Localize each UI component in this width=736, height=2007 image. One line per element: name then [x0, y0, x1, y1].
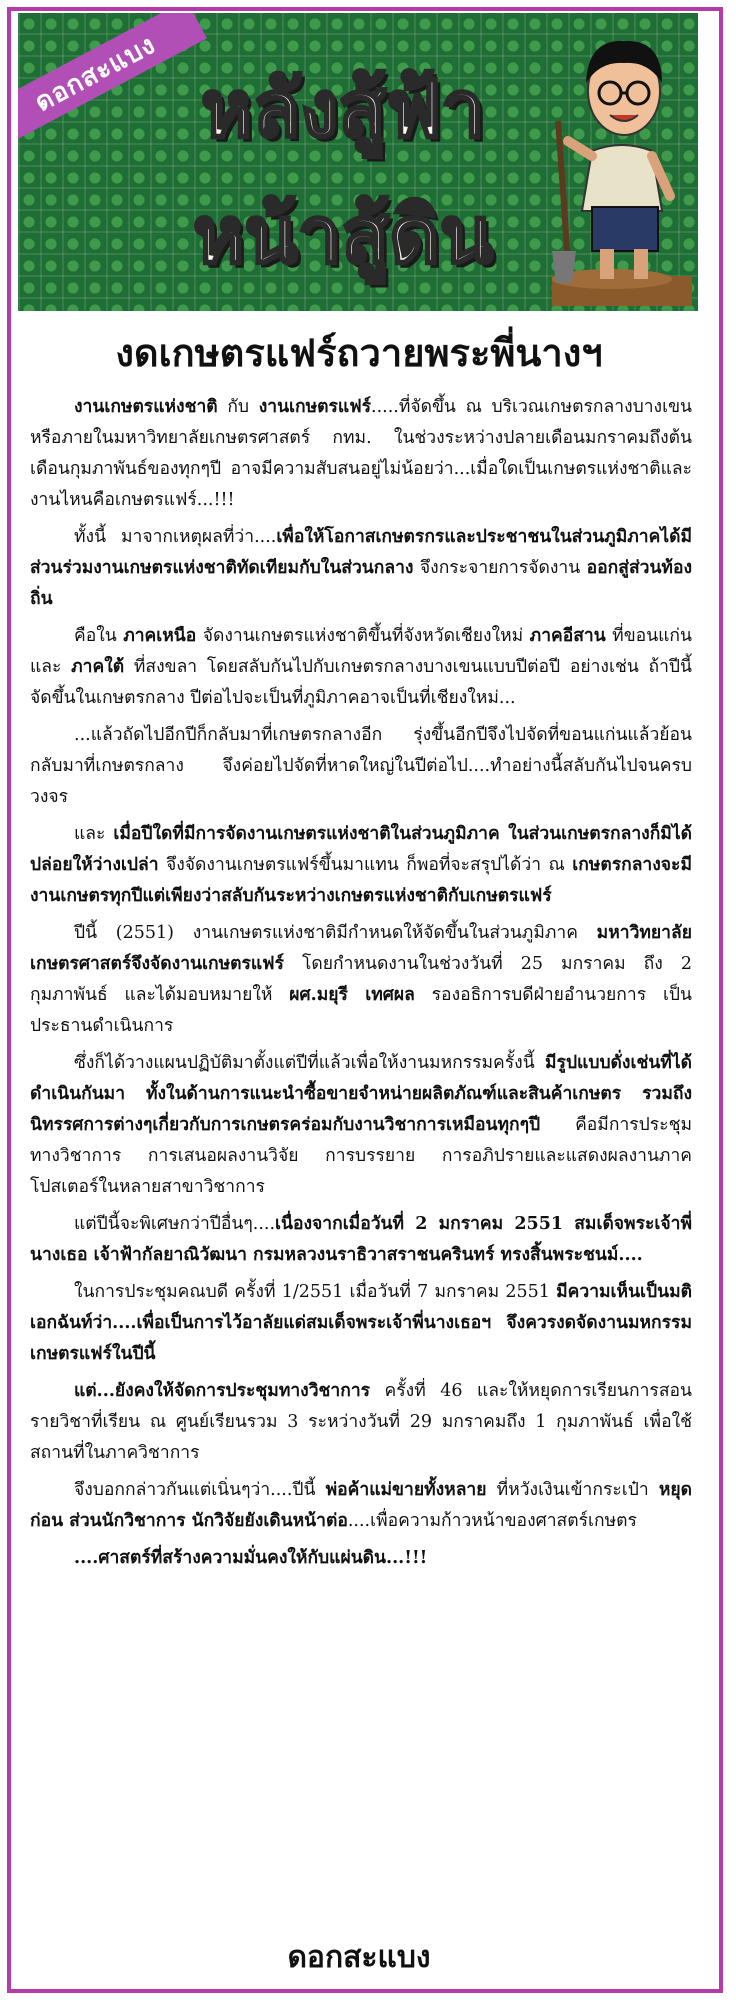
- p11-text-2: ที่หวังเงินเข้ากระเป๋า: [486, 1480, 659, 1500]
- p3-bold-2: ภาคอีสาน: [529, 626, 606, 646]
- p5-bold-2: เกษตรกลางจะมีงานเกษตรทุกปีแต่เพียงว่าสลับกันระหว่างเกษตรแห่งชาติกับเกษตรแฟร์: [30, 855, 692, 906]
- paragraph-10: [30, 1376, 692, 1469]
- p6-bold-2: ผศ.มยุรี เทศผล: [289, 985, 415, 1005]
- column-tag: ดอกสะแบง: [18, 13, 207, 146]
- p3-bold-3: ภาคใต้: [71, 657, 125, 677]
- p11-text-1: จึงบอกกล่าวกันแต่เนิ่นๆว่า....ปีนี้: [74, 1480, 326, 1500]
- column-banner: [18, 13, 698, 311]
- paragraph-7: [30, 1048, 692, 1203]
- p7-text-1: ซึ่งก็ได้วางแผนปฏิบัติมาตั้งแต่ปีที่แล้วเพื่อให้งานมหกรรมครั้งนี้: [74, 1053, 546, 1073]
- paragraph-4: [30, 720, 692, 813]
- p8-text-1: แต่ปีนี้จะพิเศษกว่าปีอื่นๆ....: [74, 1214, 276, 1234]
- author-signature: ดอกสะแบง: [287, 1940, 431, 1975]
- p4-text-1: ...แล้วถัดไปอีกปีก็กลับมาที่เกษตรกลางอีก รุ่งขึ้นอีกปีจึงไปจัดที่ขอนแก่นแล้วย้อนกลับมาที่เกษตรกลาง จึงค่อยไปจัดที่หาดใหญ่ในปีต่อไป....ทำอย่างนี้สลับกันไปจนครบวงจร: [30, 725, 692, 807]
- banner-title-line2: หน้าสู้ดิน: [192, 191, 494, 281]
- p9-bold-1: มีความเห็นเป็นมติเอกฉันท์ว่า....เพื่อเป็นการไว้อาลัยแด่สมเด็จพระเจ้าพี่นางเธอฯ จึงควรงดจัดงานมหกรรมเกษตรแฟร์ในปีนี้: [30, 1282, 692, 1364]
- p2-bold-1: เพื่อให้โอกาสเกษตรกรและประชาชนในส่วนภูมิภาคได้มีส่วนร่วมงานเกษตรแห่งชาติทัดเทียมกับในส่วนกลาง: [30, 527, 692, 578]
- p11-text-3: ....เพื่อความก้าวหน้าของศาสตร์เกษตร: [347, 1511, 637, 1531]
- p3-text-3: ที่ขอนแก่นและ: [30, 626, 692, 677]
- p1-bold-1: งานเกษตรแห่งชาติ: [74, 397, 218, 417]
- paragraph-6: [30, 918, 692, 1042]
- cartoon-farmer-illustration: [552, 21, 692, 306]
- paragraph-12: [30, 1543, 692, 1574]
- p12-bold-1: ....ศาสตร์ที่สร้างความมั่นคงให้กับแผ่นดิน...!!!: [74, 1548, 428, 1568]
- paragraph-2: [30, 522, 692, 615]
- paragraph-11: [30, 1475, 692, 1537]
- p6-text-3: รองอธิการบดีฝ่ายอำนวยการ เป็นประธานดำเนินการ: [30, 985, 692, 1036]
- p2-text-1: ทั้งนี้ มาจากเหตุผลที่ว่า....: [74, 527, 277, 547]
- banner-title-line1: หลังสู้ฟ้า: [201, 65, 485, 155]
- p8-bold-1: เนื่องจากเมื่อวันที่ 2 มกราคม 2551 สมเด็จพระเจ้าพี่นางเธอ เจ้าฟ้ากัลยาณิวัฒนา กรมหลวงนราธิวาสราชนครินทร์ ทรงสิ้นพระชนม์....: [30, 1214, 692, 1265]
- paragraph-3: [30, 621, 692, 714]
- p10-bold-1: แต่...ยังคงให้จัดการประชุมทางวิชาการ: [74, 1381, 371, 1401]
- p2-text-2: จึงกระจายการจัดงาน: [413, 558, 587, 578]
- p3-text-2: จัดงานเกษตรแห่งชาติขึ้นที่จังหวัดเชียงใหม่: [196, 626, 530, 646]
- paragraph-9: [30, 1277, 692, 1370]
- p3-text-1: คือใน: [74, 626, 124, 646]
- p1-bold-2: งานเกษตรแฟร์: [258, 397, 371, 417]
- article-body: [30, 392, 692, 1580]
- article-title: งดเกษตรแฟร์ถวายพระพี่นางฯ: [115, 331, 603, 375]
- p5-text-1: และ: [74, 824, 114, 844]
- paragraph-8: [30, 1209, 692, 1271]
- p11-bold-1: พ่อค้าแม่ขายทั้งหลาย: [325, 1480, 487, 1500]
- p10-text-1: ครั้งที่ 46 และให้หยุดการเรียนการสอนรายวิชาที่เรียน ณ ศูนย์เรียนรวม 3 ระหว่างวันที่ 29 มกราคมถึง 1 กุมภาพันธ์ เพื่อใช้สถานที่ในภาควิชาการ: [30, 1381, 692, 1463]
- p3-text-4: ที่สงขลา โดยสลับกันไปกับเกษตรกลางบางเขนแบบปีต่อปี อย่างเช่น ถ้าปีนี้จัดขึ้นในเกษตรกลาง ปีต่อไปจะเป็นที่ภูมิภาคอาจเป็นที่เชียงใหม่...: [30, 657, 692, 708]
- p9-text-1: ในการประชุมคณบดี ครั้งที่ 1/2551 เมื่อวันที่ 7 มกราคม 2551: [74, 1282, 557, 1302]
- p5-bold-1: เมื่อปีใดที่มีการจัดงานเกษตรแห่งชาติในส่วนภูมิภาค ในส่วนเกษตรกลางก็มิได้ปล่อยให้ว่างเปล่า: [30, 824, 692, 875]
- p3-bold-1: ภาคเหนือ: [123, 626, 197, 646]
- p7-text-2: คือมีการประชุมทางวิชาการ การเสนอผลงานวิจัย การบรรยาย การอภิปรายและแสดงผลงานภาคโปสเตอร์ในหลายสาขาวิชาการ: [30, 1115, 692, 1197]
- paragraph-1: [30, 392, 692, 516]
- p1-text-1: กับ: [217, 397, 259, 417]
- p6-text-2: โดยกำหนดงานในช่วงวันที่ 25 มกราคม ถึง 2 กุมภาพันธ์ และได้มอบหมายให้: [30, 954, 692, 1005]
- p7-bold-1: มีรูปแบบดั่งเช่นที่ได้ดำเนินกันมา ทั้งในด้านการแนะนำซื้อขายจำหน่ายผลิตภัณฑ์และสินค้าเกษตร รวมถึงนิทรรศการต่างๆเกี่ยวกับการเกษตรคร่อมกับงานวิชาการเหมือนทุกๆปี: [30, 1053, 692, 1135]
- p11-bold-2: หยุดก่อน ส่วนนักวิชาการ นักวิจัยยังเดินหน้าต่อ: [30, 1480, 692, 1531]
- p2-bold-2: ออกสู่ส่วนท้องถิ่น: [30, 558, 692, 609]
- p6-text-1: ปีนี้ (2551) งานเกษตรแห่งชาติมีกำหนดให้จัดขึ้นในส่วนภูมิภาค: [74, 923, 597, 943]
- p5-text-2: จึงจัดงานเกษตรแฟร์ขึ้นมาแทน ก็พอที่จะสรุปได้ว่า ณ: [158, 855, 573, 875]
- p6-bold-1: มหาวิทยาลัยเกษตรศาสตร์จึงจัดงานเกษตรแฟร์: [30, 923, 692, 974]
- paragraph-5: [30, 819, 692, 912]
- p1-text-2: .....ที่จัดขึ้น ณ บริเวณเกษตรกลางบางเขน หรือภายในมหาวิทยาลัยเกษตรศาสตร์ กทม. ในช่วงระหว่างปลายเดือนมกราคมถึงต้นเดือนกุมภาพันธ์ของทุกๆปี อาจมีความสับสนอยู่ไม่น้อยว่า...เมื่อใดเป็นเกษตรแห่งชาติและงานไหนคือเกษตรแฟร์...!!!: [30, 397, 692, 510]
